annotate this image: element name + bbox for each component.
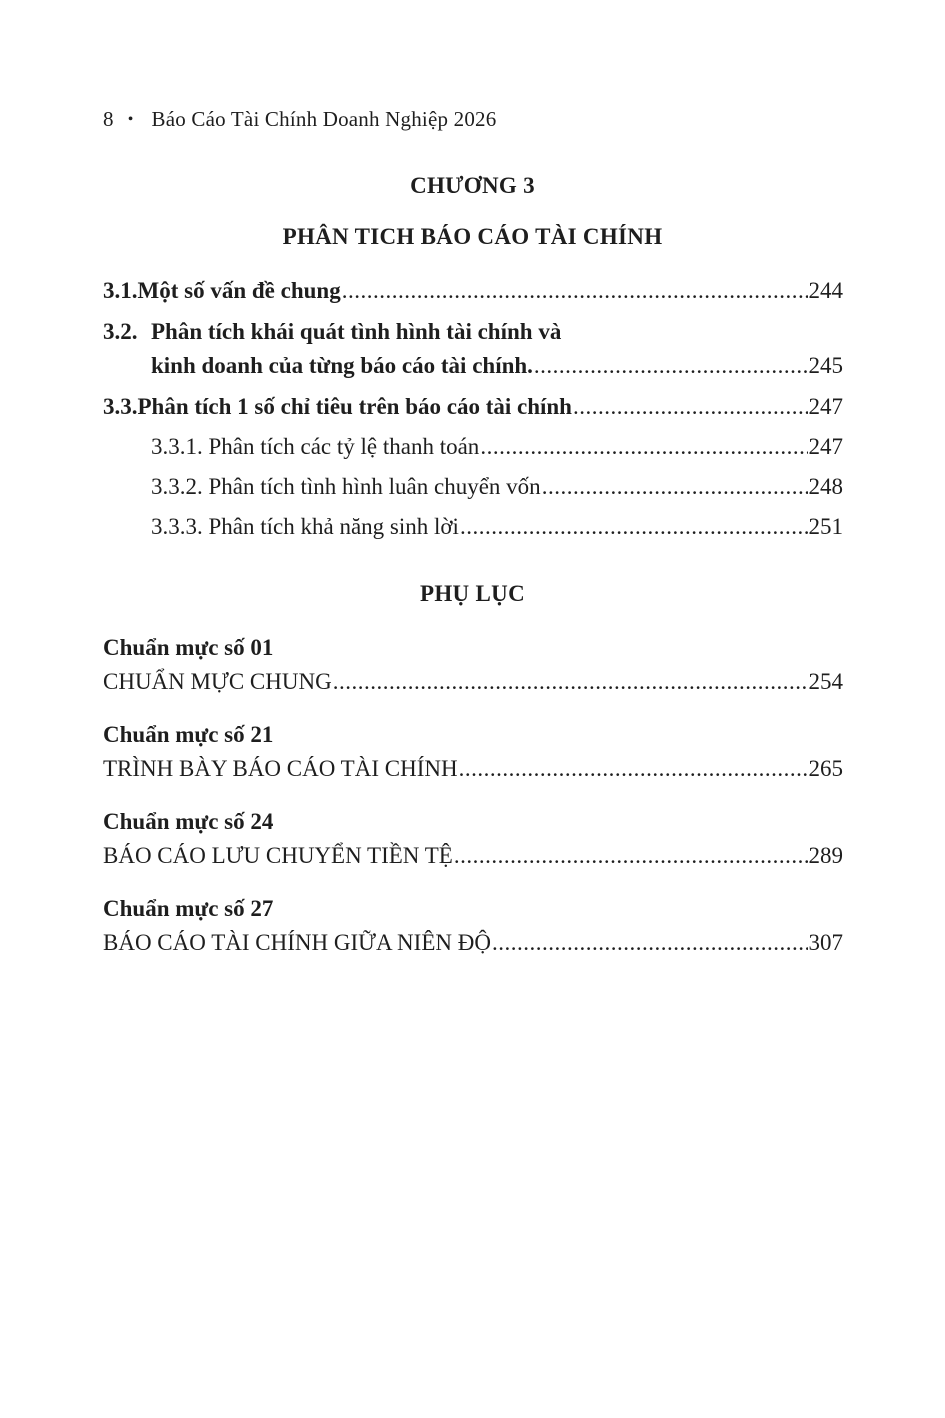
toc-entry-3-3[interactable] [103, 393, 843, 421]
standard-label-01: Chuẩn mực số 01 [103, 635, 274, 660]
toc-entry-title: Phân tích 1 số chỉ tiêu trên báo cáo tài chính [137, 394, 572, 419]
appendix-entry-27[interactable] [103, 929, 843, 957]
appendix-entry-page: 265 [808, 756, 843, 781]
appendix-entry-page: 307 [808, 930, 843, 955]
dot-leader [534, 352, 808, 380]
toc-entry-3-2-line1[interactable] [103, 318, 843, 346]
running-header [103, 107, 496, 132]
toc-subentry-title: 3.3.3. Phân tích khả năng sinh lời [151, 514, 459, 539]
appendix-entry-page: 289 [808, 843, 843, 868]
toc-subentry-title: 3.3.1. Phân tích các tỷ lệ thanh toán [151, 434, 480, 459]
toc-entry-number: 3.1. [103, 278, 138, 303]
dot-leader [480, 433, 807, 461]
standard-label-27: Chuẩn mực số 27 [103, 896, 274, 921]
toc-subentry-3-3-2[interactable] [151, 473, 843, 501]
toc-entry-page: 247 [808, 394, 843, 419]
toc-entry-title: Một số vấn đề chung [137, 278, 341, 303]
standard-label-21: Chuẩn mực số 21 [103, 722, 274, 747]
appendix-title: PHỤ LỤC [420, 581, 525, 606]
dot-leader [342, 277, 808, 305]
toc-subentry-title: 3.3.2. Phân tích tình hình luân chuyển vốn [151, 474, 541, 499]
toc-entry-number: 3.2. [103, 319, 138, 344]
chapter-label: CHƯƠNG 3 [410, 173, 535, 198]
book-title: Báo Cáo Tài Chính Doanh Nghiệp 2026 [151, 107, 497, 131]
toc-entry-3-1[interactable] [103, 277, 843, 305]
appendix-entry-title: TRÌNH BÀY BÁO CÁO TÀI CHÍNH [103, 756, 458, 781]
toc-subentry-page: 251 [808, 514, 843, 539]
page-number: 8 [103, 107, 114, 131]
dot-leader [454, 842, 808, 870]
toc-subentry-3-3-3[interactable] [151, 513, 843, 541]
appendix-entry-title: BÁO CÁO TÀI CHÍNH GIỮA NIÊN ĐỘ [103, 930, 491, 955]
toc-entry-page: 245 [808, 353, 843, 378]
toc-subentry-3-3-1[interactable] [151, 433, 843, 461]
dot-leader [573, 393, 808, 421]
dot-leader [333, 668, 808, 696]
appendix-entry-24[interactable] [103, 842, 843, 870]
appendix-entry-page: 254 [808, 669, 843, 694]
appendix-entry-title: CHUẨN MỰC CHUNG [103, 669, 332, 694]
toc-subentry-page: 247 [808, 434, 843, 459]
bullet-separator: • [127, 111, 134, 128]
toc-entry-number: 3.3. [103, 394, 138, 419]
toc-entry-3-2-line2[interactable] [151, 352, 843, 380]
appendix-entry-01[interactable] [103, 668, 843, 696]
appendix-entry-title: BÁO CÁO LƯU CHUYỂN TIỀN TỆ [103, 843, 453, 868]
toc-entry-title: Phân tích khái quát tình hình tài chính và [151, 319, 562, 344]
toc-subentry-page: 248 [808, 474, 843, 499]
dot-leader [459, 755, 808, 783]
toc-entry-page: 244 [808, 278, 843, 303]
chapter-title: PHÂN TICH BÁO CÁO TÀI CHÍNH [282, 224, 663, 249]
appendix-entry-21[interactable] [103, 755, 843, 783]
dot-leader [460, 513, 808, 541]
dot-leader [542, 473, 808, 501]
toc-entry-title-continued: kinh doanh của từng báo cáo tài chính. [151, 353, 533, 378]
dot-leader [492, 929, 808, 957]
standard-label-24: Chuẩn mực số 24 [103, 809, 274, 834]
